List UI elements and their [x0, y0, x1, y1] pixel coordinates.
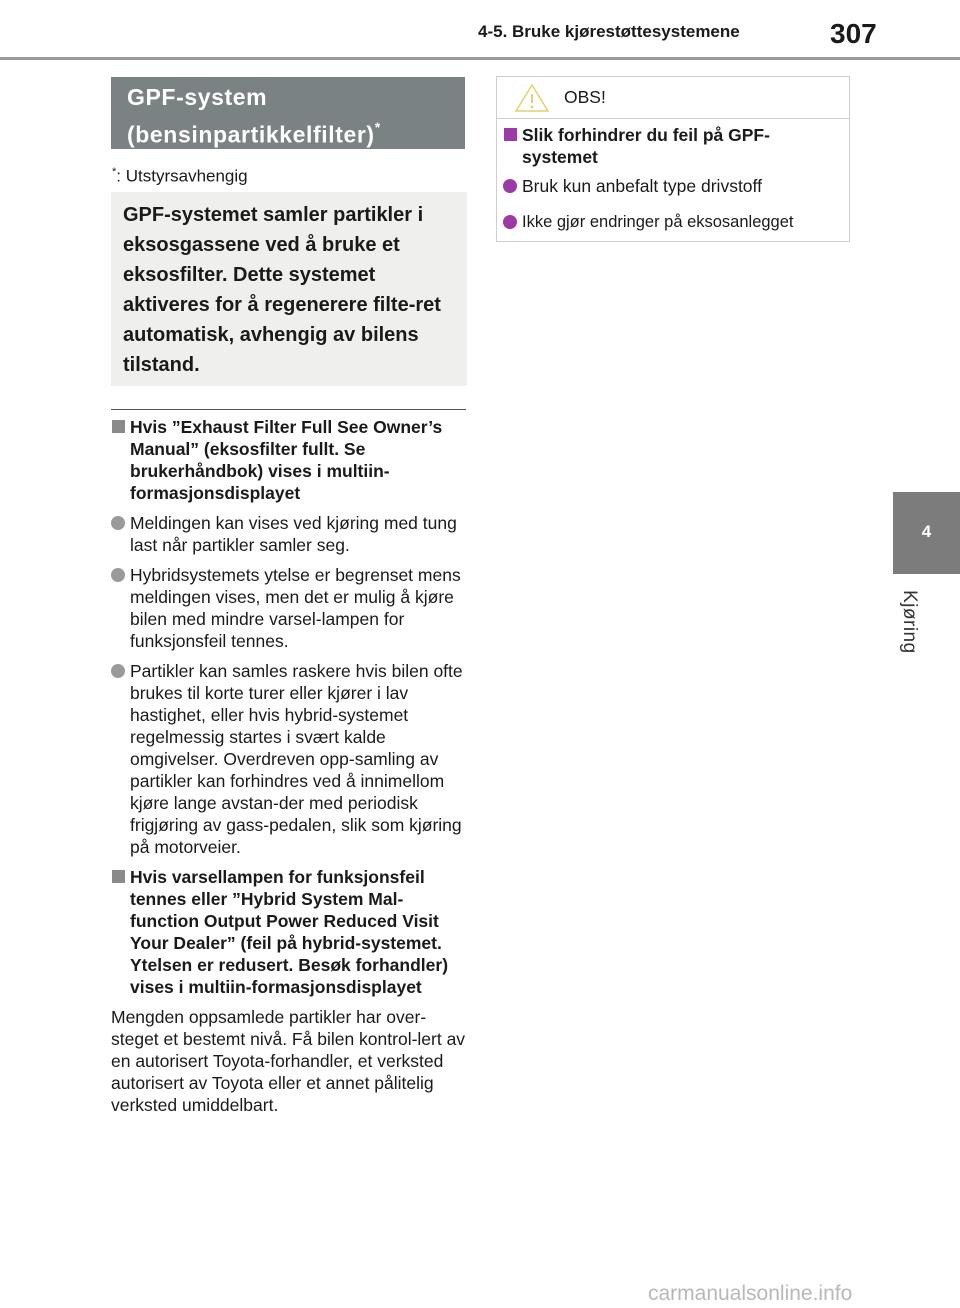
section-title: [111, 77, 465, 149]
intro-box: [111, 192, 467, 386]
body-paragraph: Mengden oppsamlede partikler har over-steget et bestemt nivå. Få bilen kontrol-lert av en autorisert Toyota-forhandler, et verksted autorisert av Toyota eller et annet pålitelig verksted umiddelbart.: [111, 1007, 466, 1115]
footnote: [112, 166, 248, 187]
section-divider: [111, 409, 466, 410]
caution-body: [497, 119, 849, 233]
round-bullet-icon: [111, 516, 125, 530]
bullet-item: [111, 512, 471, 556]
footnote-text: : Utstyrsavhengig: [116, 166, 248, 186]
section-title-line1: GPF-system: [127, 84, 268, 110]
square-bullet-icon: [112, 870, 125, 883]
round-bullet-icon: [111, 568, 125, 582]
subheading-filter-full: [111, 416, 471, 504]
caution-heading: [503, 124, 841, 168]
section-title-footnote-mark: *: [374, 119, 381, 135]
round-bullet-icon: [111, 664, 125, 678]
chapter-title: 4-5. Bruke kjørestøttesystemene: [478, 22, 740, 41]
caution-bullet-text: Bruk kun anbefalt type drivstoff: [522, 176, 762, 196]
caution-heading-text: Slik forhindrer du feil på GPF-systemet: [522, 125, 770, 167]
intro-text: GPF-systemet samler partikler i eksosgassene ved å bruke et eksosfilter. Dette systemet aktiveres for å regenerere filte-ret automatisk, avhengig av bilens tilstand.: [123, 204, 441, 376]
header-divider: [0, 57, 960, 60]
content-column: [111, 416, 471, 1116]
round-bullet-icon: [503, 215, 517, 229]
bullet-text: Meldingen kan vises ved kjøring med tung last når partikler samler seg.: [130, 513, 457, 555]
square-bullet-icon: [112, 420, 125, 433]
subheading-text: Hvis varsellampen for funksjonsfeil tennes eller ”Hybrid System Mal-function Output Power Reduced Visit Your Dealer” (feil på hybrid-systemet. Ytelsen er redusert. Besøk forhandler) vises i multiin-formasjonsdisplayet: [130, 867, 449, 997]
square-bullet-icon: [504, 128, 517, 141]
caution-box: [496, 76, 850, 242]
subheading-malfunction-lamp: [111, 866, 471, 998]
caution-bullet: [503, 211, 841, 233]
bullet-item: [111, 564, 471, 652]
chapter-tab-label: Kjøring: [899, 590, 920, 654]
round-bullet-icon: [503, 179, 517, 193]
caution-header: [497, 77, 849, 119]
caution-label: OBS!: [564, 87, 606, 107]
chapter-tab-number: 4: [921, 522, 932, 541]
page-number: 307: [830, 18, 877, 49]
caution-bullet-text: Ikke gjør endringer på eksosanlegget: [522, 213, 794, 231]
section-title-line2: [127, 113, 465, 151]
bullet-text: Hybridsystemets ytelse er begrenset mens meldingen vises, men det er mulig å kjøre bilen med mindre varsel-lampen for funksjonsfeil tennes.: [130, 565, 461, 651]
caution-bullet: [503, 175, 841, 197]
footnote-mark: *: [112, 166, 117, 178]
bullet-text: Partikler kan samles raskere hvis bilen ofte brukes til korte turer eller kjører i lav hastighet, eller hvis hybrid-systemet regelmessig startes i svært kalde omgivelser. Overdreven opp-samling av partikler kan forhindres ved å innimellom kjøre lange avstan-der med periodisk frigjøring av gass-pedalen, slik som kjøring på motorveier.: [130, 661, 463, 857]
section-title-line2-text: (bensinpartikkelfilter): [127, 121, 375, 148]
subheading-text: Hvis ”Exhaust Filter Full See Owner’s Manual” (eksosfilter fullt. Se brukerhåndbok) vises i multiin-formasjonsdisplayet: [130, 417, 443, 503]
bullet-item: [111, 660, 471, 858]
warning-triangle-icon: [514, 83, 550, 113]
chapter-tab: [893, 492, 960, 574]
watermark: carmanualsonline.info: [648, 1282, 853, 1305]
